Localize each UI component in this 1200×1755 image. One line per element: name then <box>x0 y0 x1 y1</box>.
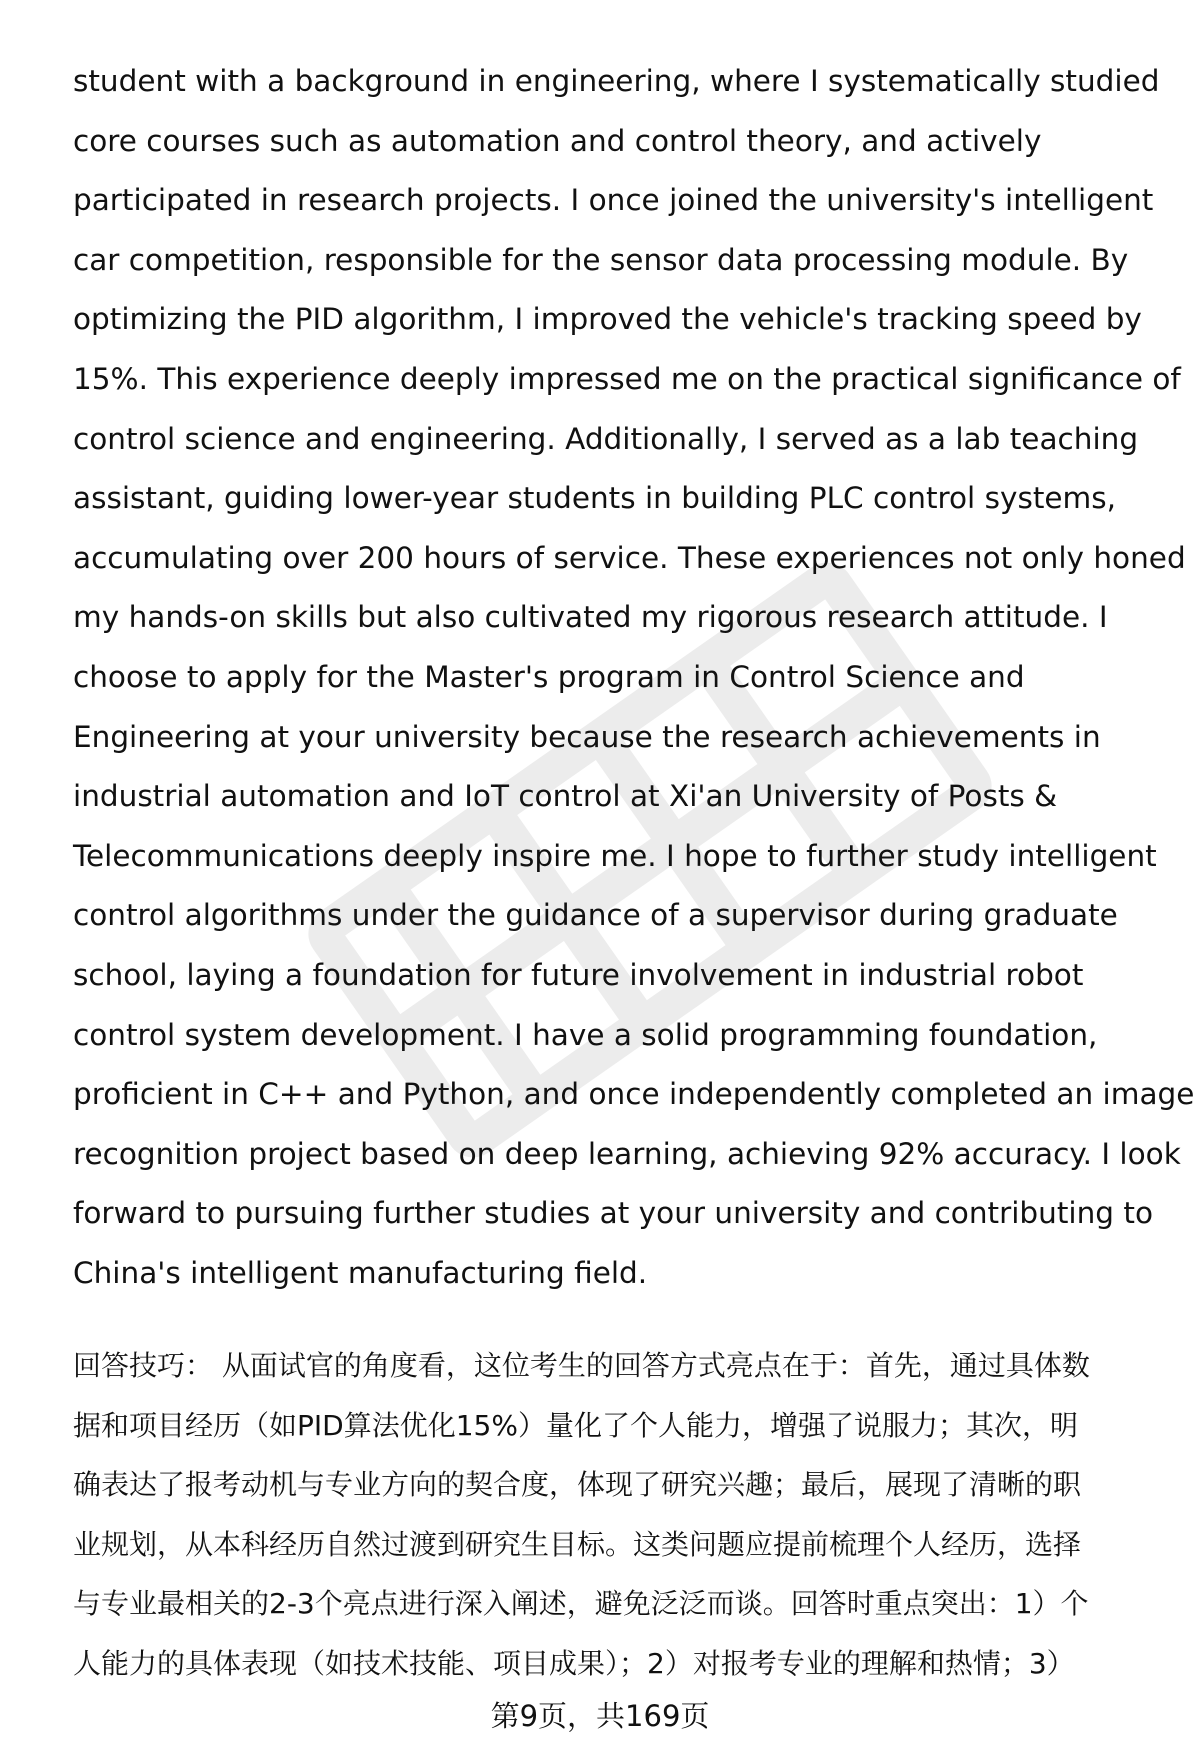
essay-line: optimizing the PID algorithm, I improved the vehicle's tracking speed by <box>73 302 1142 337</box>
essay-line: control system development. I have a solid programming foundation, <box>73 1017 1098 1052</box>
essay-line: participated in research projects. I once joined the university's intelligent <box>73 183 1154 218</box>
essay-line: 15%. This experience deeply impressed me on the practical significance of <box>73 361 1181 396</box>
essay-line: industrial automation and IoT control at Xi'an University of Posts & <box>73 779 1058 814</box>
page-number: 第9页，共169页 <box>490 1699 710 1733</box>
answer-tips <box>73 1336 1163 1694</box>
essay-line: proficient in C++ and Python, and once independently completed an image <box>73 1077 1195 1112</box>
essay-line: car competition, responsible for the sensor data processing module. By <box>73 242 1129 277</box>
essay-line: school, laying a foundation for future involvement in industrial robot <box>73 957 1084 992</box>
essay-line: Engineering at your university because the research achievements in <box>73 719 1101 754</box>
essay-line: Telecommunications deeply inspire me. I hope to further study intelligent <box>73 838 1157 873</box>
essay-line: assistant, guiding lower-year students in building PLC control systems, <box>73 481 1117 516</box>
tips-line: 确表达了报考动机与专业方向的契合度，体现了研究兴趣；最后，展现了清晰的职 <box>73 1468 1082 1502</box>
essay-line: my hands-on skills but also cultivated my rigorous research attitude. I <box>73 600 1108 635</box>
essay-line: forward to pursuing further studies at your university and contributing to <box>73 1196 1154 1231</box>
tips-line: 人能力的具体表现（如技术技能、项目成果）；2）对报考专业的理解和热情；3） <box>73 1646 1075 1680</box>
essay-line: control algorithms under the guidance of a supervisor during graduate <box>73 898 1118 933</box>
tips-line: 回答技巧： 从面试官的角度看，这位考生的回答方式亮点在于：首先，通过具体数 <box>73 1349 1090 1382</box>
tips-line: 业规划，从本科经历自然过渡到研究生目标。这类问题应提前梳理个人经历，选择 <box>73 1527 1082 1561</box>
essay-line: core courses such as automation and control theory, and actively <box>73 123 1042 158</box>
tips-line: 据和项目经历（如PID算法优化15%）量化了个人能力，增强了说服力；其次，明 <box>73 1408 1078 1442</box>
essay-body <box>73 52 1195 1303</box>
tips-line: 与专业最相关的2-3个亮点进行深入阐述，避免泛泛而谈。回答时重点突出：1）个 <box>73 1587 1089 1621</box>
essay-line: control science and engineering. Additionally, I served as a lab teaching <box>73 421 1139 456</box>
essay-line: student with a background in engineering, where I systematically studied <box>73 64 1160 98</box>
essay-line: China's intelligent manufacturing field. <box>73 1255 648 1290</box>
essay-line: accumulating over 200 hours of service. These experiences not only honed <box>73 540 1186 575</box>
essay-line: recognition project based on deep learning, achieving 92% accuracy. I look <box>73 1136 1181 1171</box>
essay-line: choose to apply for the Master's program in Control Science and <box>73 659 1025 694</box>
